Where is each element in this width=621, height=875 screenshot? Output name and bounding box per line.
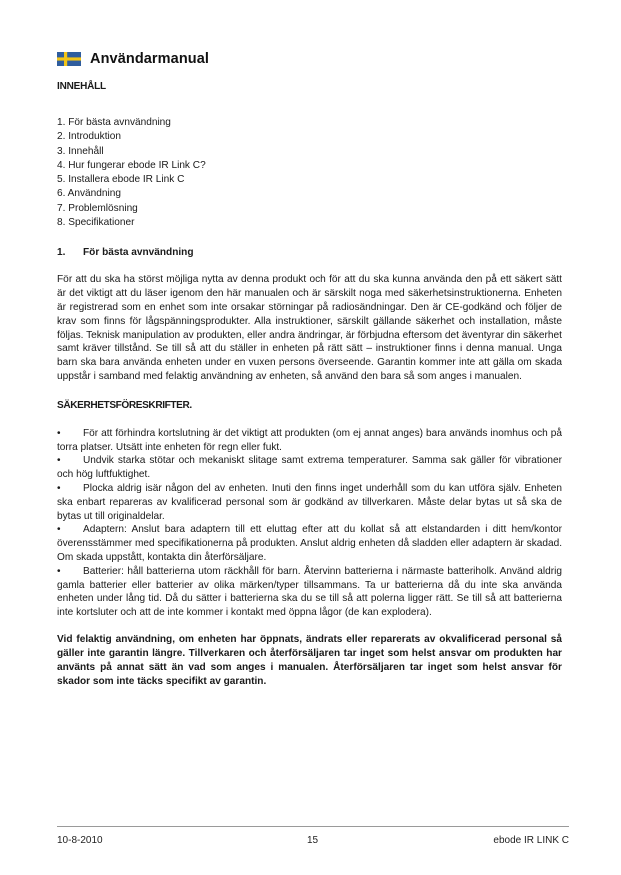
- footer-page-number: 15: [307, 835, 319, 846]
- bullet-icon: •: [57, 524, 61, 536]
- safety-item-text: Plocka aldrig isär någon del av enheten. Inuti den finns inget underhåll som du kan utföra själv. Enheten ska enbart repareras av kvalificerad personal som är godkänd av tillverkaren. Måste delar bytas ut så ska de bytas ut till originaldelar.: [57, 482, 562, 522]
- bullet-icon: •: [57, 482, 61, 494]
- table-of-contents: [57, 116, 562, 230]
- toc-heading: INNEHÅLL: [57, 81, 106, 92]
- safety-heading: SÄKERHETSFÖRESKRIFTER.: [57, 399, 192, 411]
- section-paragraph: För att du ska ha störst möjliga nytta av denna produkt och för att du ska kunna använda den på ett säkert sätt är det viktigt att du läser igenom den här manualen och är särskilt noga med säkerhetsinstruktionerna. Enheten är registrerad som en enhet som inte orsakar störningar på radiosändningar. Den är CE-godkänd och följer de krav som finns för lågspänningsprodukter. Alla instruktioner, särskilt gällande säkerhet och installation, måste följas. Teknisk manipulation av produkten, eller andra ändringar, är förbjudna eftersom det äventyrar din säkerhet samt kräver tillstånd. Se till så att du ställer in enheten på rätt sätt – instruktioner finns i denna manual. Unga barn ska bara använda enheten under en vuxen persons överseende. Garantin kommer inte att gälla om skada uppstår i samband med felaktig användning av enheten, så använd den bara så som anges i manualen.: [57, 274, 562, 382]
- footer-divider: [57, 826, 569, 827]
- safety-item-text: Adaptern: Anslut bara adaptern till ett eluttag efter att du kollat så att elstandarden i ditt hem/kontor överensstämmer med specifikationerna på produkten. Anslut aldrig enheten då sladden eller adaptern är skadad. Om skada uppstått, kontakta din återförsäljare.: [57, 524, 562, 563]
- safety-item-text: För att förhindra kortslutning är det viktigt att produkten (om ej annat anges) bara används inomhus och på torra platser. Utsätt inte enheten för regn eller fukt.: [57, 427, 562, 453]
- safety-item: [57, 454, 562, 482]
- footer-product: ebode IR LINK C: [493, 835, 569, 846]
- toc-item: 5. Installera ebode IR Link C: [57, 174, 185, 186]
- sweden-flag-icon: [57, 52, 81, 66]
- toc-item: 3. Innehåll: [57, 145, 104, 157]
- safety-item-text: Undvik starka stötar och mekaniskt slitage samt extrema temperaturer. Samma sak gäller för vibrationer och hög luftfuktighet.: [57, 455, 562, 481]
- safety-item: [57, 565, 562, 620]
- safety-item: [57, 427, 562, 455]
- bullet-icon: •: [57, 565, 61, 577]
- section-number: 1.: [57, 247, 66, 259]
- safety-item-text: Batterier: håll batterierna utom räckhåll för barn. Återvinn batterierna i närmaste batteriholk. Använd aldrig gamla batterier eller batterier av olika märken/typer tillsammans. Ta ur batterierna då du inte ska använda enheten under lång tid. Då du sätter i batterierna ska du se till så att polerna ligger rätt. Se till så att batterierna inte kortsluter och att de inte kommer i kontakt med öppna lågor (de kan explodera).: [57, 565, 562, 619]
- page-header: [57, 50, 209, 68]
- toc-item: 4. Hur fungerar ebode IR Link C?: [57, 159, 206, 171]
- warranty-warning: Vid felaktig användning, om enheten har öppnats, ändrats eller reparerats av okvalificerad personal så gäller inte garantin längre. Tillverkaren och återförsäljaren tar inget som helst ansvar om produkten har använts på annat sätt än vad som anges i manualen. Återförsäljaren tar inget som helst ansvar för skador som inte täcks specifikt av garantin.: [57, 633, 562, 687]
- toc-item: 8. Specifikationer: [57, 217, 135, 229]
- safety-list: [57, 427, 562, 620]
- footer-date: 10-8-2010: [57, 835, 103, 846]
- section-title: För bästa avnvändning: [83, 247, 194, 259]
- safety-item: [57, 482, 562, 523]
- toc-item: 2. Introduktion: [57, 131, 121, 143]
- toc-item: 7. Problemlösning: [57, 202, 138, 214]
- safety-item: [57, 523, 562, 564]
- section-heading: [57, 246, 562, 260]
- bullet-icon: •: [57, 427, 61, 439]
- toc-item: 6. Användning: [57, 188, 121, 200]
- bullet-icon: •: [57, 455, 61, 467]
- page-content: [57, 80, 562, 699]
- page-title: Användarmanual: [90, 51, 210, 67]
- toc-item: 1. För bästa avnvändning: [57, 117, 171, 128]
